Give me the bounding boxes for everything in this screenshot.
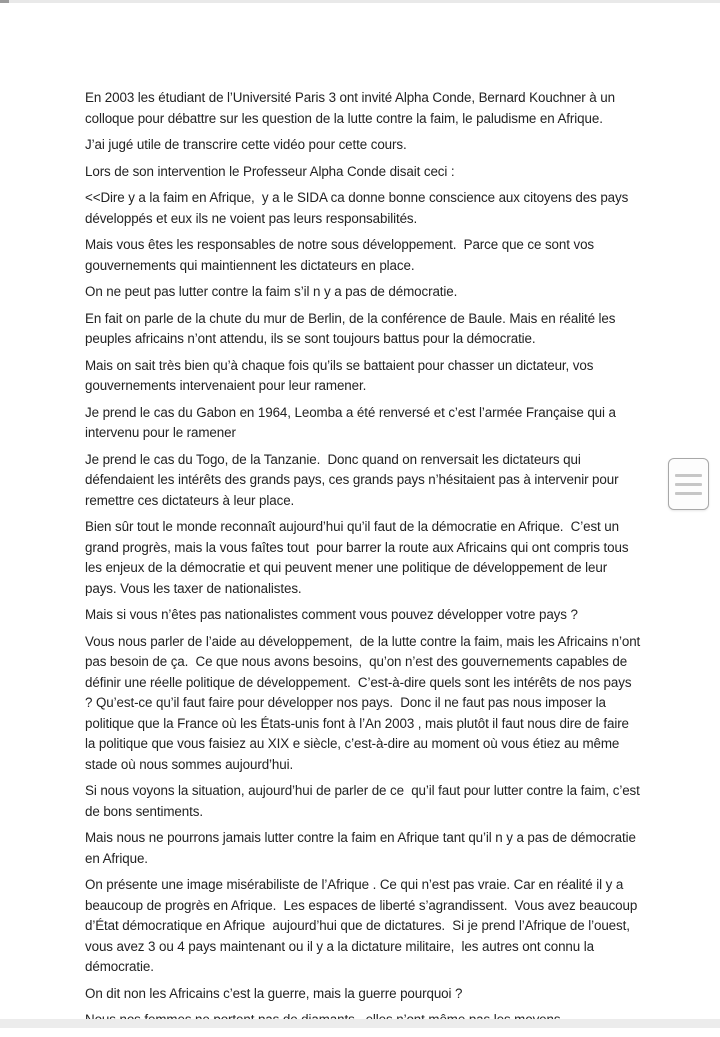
paragraph: Vous nous parler de l’aide au développement, de la lutte contre la faim, mais les Africains n’ont pas besoin de ça. Ce que nous avons besoins, qu’on n’est des gouvernements capables de définir une réelle politique de développement. C’est-à-dire quels sont les intérêts de nos pays ? Qu’est-ce qu’il faut faire pour développer nos pays. Donc il ne faut pas nous imposer la politique que la France où les États-unis font à l’An 2003 , mais plutôt il faut nous dire de faire la politique que vous faisiez au XIX e siècle, c’est-à-dire au moment où vous étiez au même stade où nous sommes aujourd’hui.	[85, 633, 644, 772]
paragraph: Lors de son intervention le Professeur Alpha Conde disait ceci :	[85, 163, 455, 179]
paragraph: On dit non les Africains c’est la guerre, mais la guerre pourquoi ?	[85, 985, 463, 1001]
paragraph: Mais nous ne pourrons jamais lutter contre la faim en Afrique tant qu’il n y a pas de démocratie en Afrique.	[85, 830, 640, 866]
document-page	[0, 3, 720, 1019]
paragraph: Si nous voyons la situation, aujourd’hui de parler de ce qu’il faut pour lutter contre la faim, c’est de bons sentiments.	[85, 783, 644, 819]
document-lines-icon	[675, 483, 702, 486]
scroll-page-thumbnail-button[interactable]	[668, 458, 709, 510]
paragraph: Bien sûr tout le monde reconnaît aujourd’hui qu’il faut de la démocratie en Afrique. C’est un grand progrès, mais la vous faîtes tout pour barrer la route aux Africains qui ont compris tous les enjeux de la démocratie et qui peuvent mener une politique de développement de leur pays. Vous les taxer de nationalistes.	[85, 519, 633, 596]
paragraph: Mais si vous n’êtes pas nationalistes comment vous pouvez développer votre pays ?	[85, 607, 578, 622]
paragraph: On présente une image misérabiliste de l’Afrique . Ce qui n’est pas vraie. Car en réalité il y a beaucoup de progrès en Afrique. Les espaces de liberté s’agrandissent. Vous avez beaucoup d’État démocratique en Afrique aujourd’hui que de dictatures. Si je prend l’Afrique de l’ouest, vous avez 3 ou 4 pays maintenant ou il y a la dictature militaire, les autres ont connu la démocratie.	[85, 877, 641, 974]
paragraph: En fait on parle de la chute du mur de Berlin, de la conférence de Baule. Mais en réalité les peuples africains n’ont attendu, ils se sont toujours battus pour la démocratie.	[85, 310, 619, 346]
paragraph: Je prend le cas du Gabon en 1964, Leomba a été renversé et c’est l’armée Française qui a intervenu pour le ramener	[85, 404, 620, 440]
document-lines-icon	[675, 474, 702, 477]
document-lines-icon	[675, 492, 702, 495]
paragraph: <<Dire y a la faim en Afrique, y a le SIDA ca donne bonne conscience aux citoyens des pays développés et eux ils ne voient pas leurs responsabilités.	[85, 190, 632, 226]
paragraph: Mais vous êtes les responsables de notre sous développement. Parce que ce sont vos gouvernements qui maintiennent les dictateurs en place.	[85, 237, 598, 273]
document-body-text	[85, 88, 642, 1037]
app-chrome-bottom-strip	[0, 1019, 720, 1028]
paragraph: En 2003 les étudiant de l’Université Paris 3 ont invité Alpha Conde, Bernard Kouchner à un colloque pour débattre sur les question de la lutte contre la faim, le paludisme en Afrique.	[85, 90, 619, 126]
paragraph: J’ai jugé utile de transcrire cette vidéo pour cette cours.	[85, 137, 407, 152]
paragraph: Mais on sait très bien qu’à chaque fois qu’ils se battaient pour chasser un dictateur, vos gouvernements intervenaient pour leur ramener.	[85, 357, 597, 393]
paragraph: Je prend le cas du Togo, de la Tanzanie. Donc quand on renversait les dictateurs qui défendaient les intérêts des grands pays, ces grands pays n’hésitaient pas à intervenir pour remettre ces dictateurs à leur place.	[85, 451, 623, 508]
paragraph: On ne peut pas lutter contre la faim s’il n y a pas de démocratie.	[85, 284, 458, 299]
